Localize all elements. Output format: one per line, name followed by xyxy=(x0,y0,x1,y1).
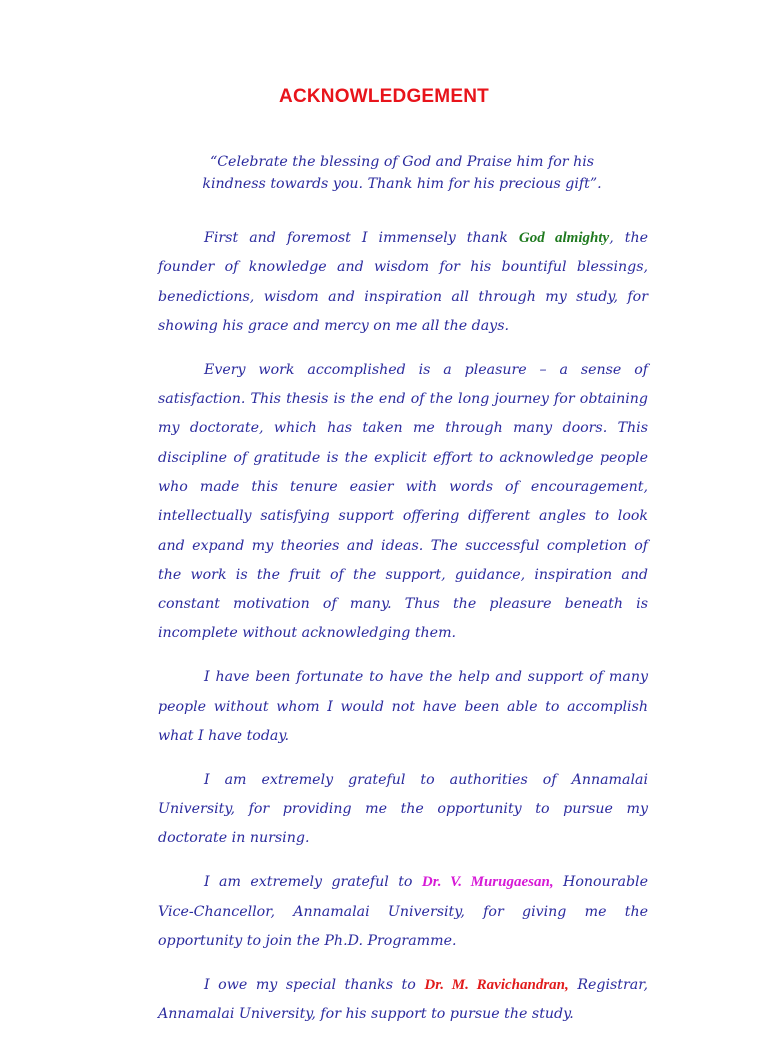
paragraph-5-lead: I am extremely grateful to xyxy=(204,874,422,891)
paragraph-3: I have been fortunate to have the help and support of many people without whom I would not have been able to accomplish what I have today. xyxy=(158,669,648,744)
epigraph-quote: “Celebrate the blessing of God and Praise him for his kindness towards you. Thank him for his precious gift”. xyxy=(202,154,602,192)
paragraph-1 xyxy=(158,224,648,341)
highlight-god-almighty: God almighty xyxy=(518,230,610,246)
paragraph-6 xyxy=(158,971,648,1030)
highlight-vice-chancellor-name: Dr. V. Murugaesan, xyxy=(421,874,554,891)
paragraph-4: I am extremely grateful to authorities of Annamalai University, for providing me the opportunity to pursue my doctorate in nursing. xyxy=(158,771,648,847)
paragraph-1-rest: , the founder of knowledge and wisdom for his bountiful blessings, benedictions, wisdom and inspiration all through my study, for showing his grace and mercy on me all the days. xyxy=(158,230,648,334)
paragraph-5-rest: Honourable Vice-Chancellor, Annamalai University, for giving me the opportunity to join the Ph.D. Programme. xyxy=(158,874,648,949)
paragraph-5 xyxy=(158,868,648,956)
page-title: ACKNOWLEDGEMENT xyxy=(279,86,489,107)
paragraph-6-lead: I owe my special thanks to xyxy=(204,976,425,993)
paragraph-2: Every work accomplished is a pleasure – a sense of satisfaction. This thesis is the end of the long journey for obtaining my doctorate, which has taken me through many doors. This discipline of gratitude is the explicit effort to acknowledge people who made this tenure easier with words of encouragement, intellectually satisfying support offering different angles to look and expand my theories and ideas. The successful completion of the work is the fruit of the support, guidance, inspiration and constant motivation of many. Thus the pleasure beneath is incomplete without acknowledging them. xyxy=(158,361,648,642)
highlight-registrar-name: Dr. M. Ravichandran, xyxy=(424,976,569,993)
acknowledgement-body xyxy=(158,224,648,1044)
paragraph-1-lead: First and foremost I immensely thank xyxy=(204,230,519,246)
paragraph-6-rest: Registrar, Annamalai University, for his support to pursue the study. xyxy=(158,976,648,1023)
